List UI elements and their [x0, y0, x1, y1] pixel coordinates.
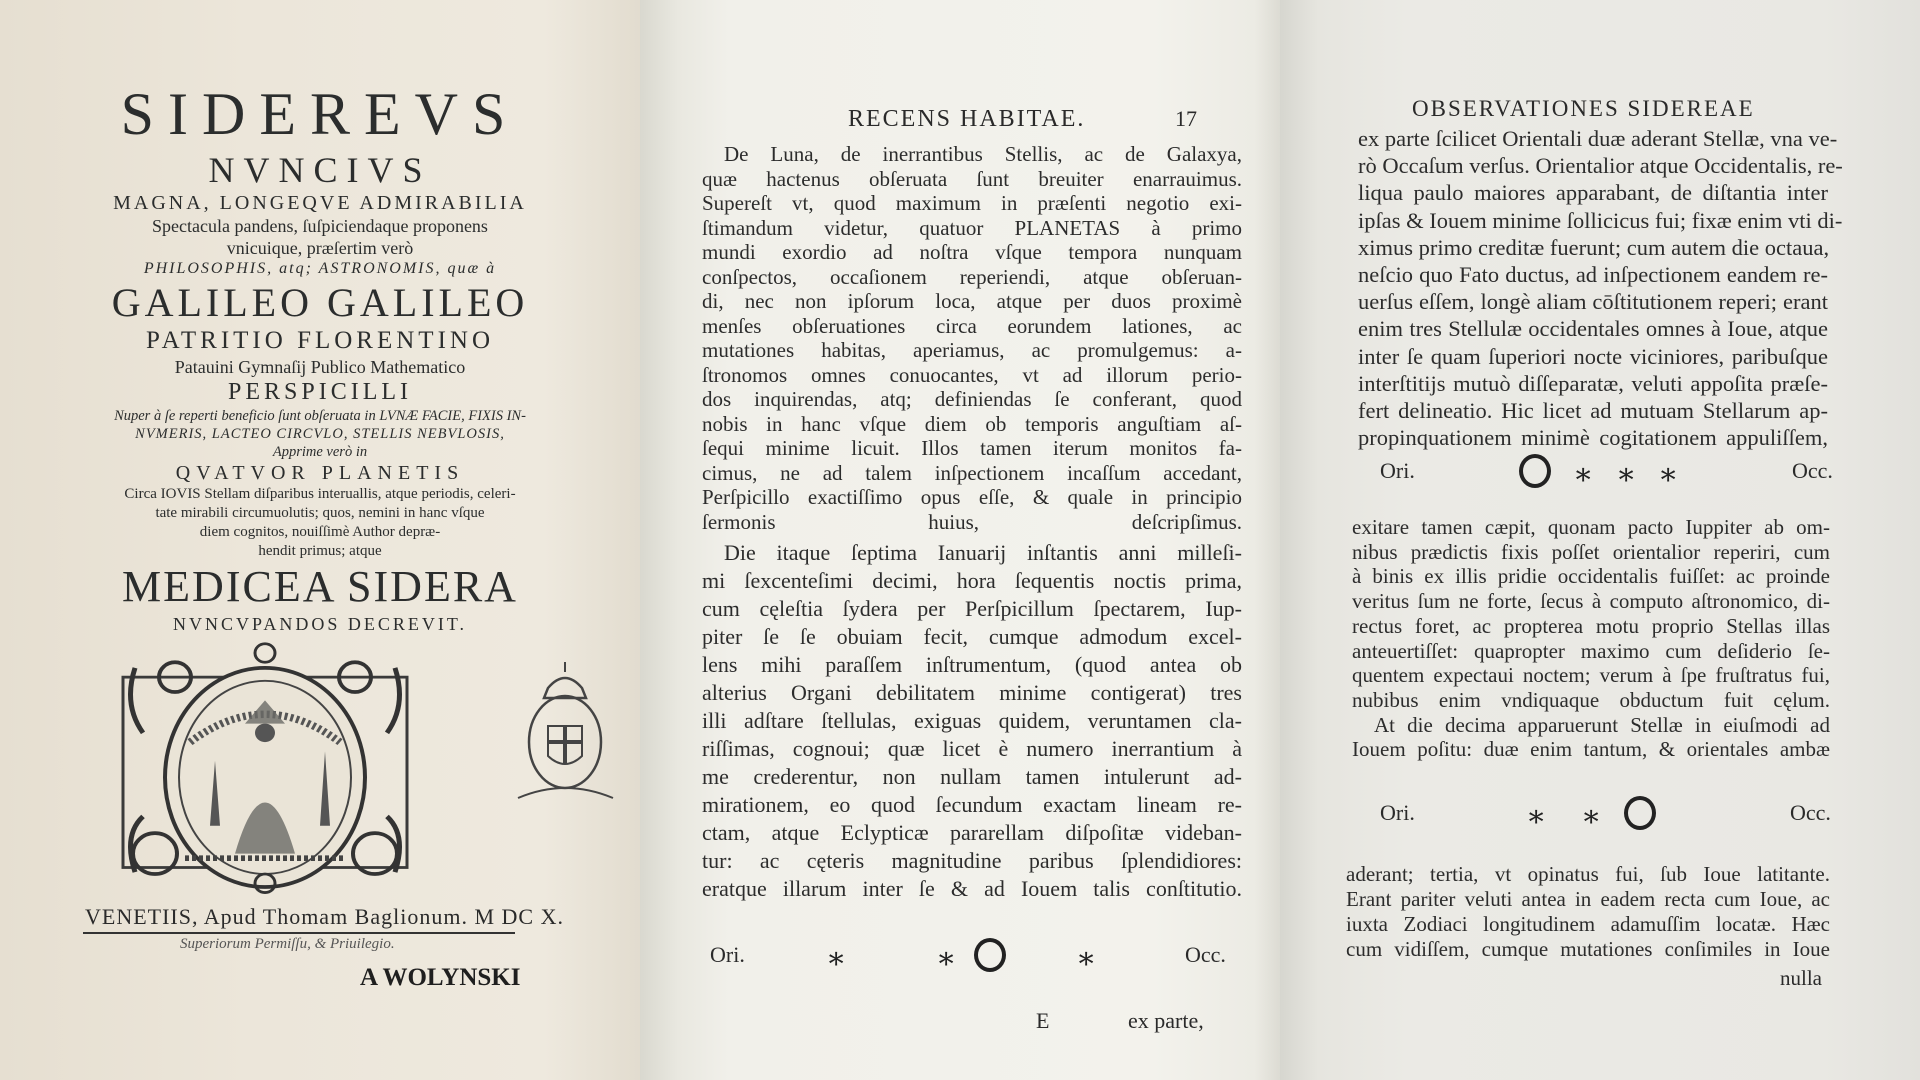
text-line: At die decima apparuerunt Stellæ in eiuſmodi ad: [1374, 712, 1830, 737]
text-line: ctam, atque Eclypticæ pararellam diſpoſitæ videban-: [702, 820, 1242, 845]
text-line: conſpectos, occaſionem reperiendi, atque obſeruan-: [702, 264, 1242, 289]
east-label: Ori.: [1380, 458, 1415, 483]
text-line: propinquationem minimè cogitationem appuliſſem,: [1358, 425, 1828, 451]
perspicilli: PERSPICILLI: [227, 379, 412, 405]
subtitle-line: vnicuique, præſertim verò: [226, 238, 414, 258]
text-line: Iouem poſitu: duæ enim tantum, & orientales ambæ: [1352, 737, 1830, 762]
text-line: quæ hactenus obſeruata ſunt breuiter enarrauimus.: [702, 166, 1242, 191]
circa-line: hendit primus; atque: [258, 543, 382, 559]
text-line: liqua paulo maiores apparabant, de diſtantia inter: [1358, 180, 1828, 206]
owner-stamp: A WOLYNSKI: [360, 964, 521, 991]
circa-line: Circa IOVIS Stellam diſparibus interuallis, atque periodis, celeri-: [124, 486, 516, 502]
text-line: mutationes habitas, aperiamus, ac promulgemus: a-: [702, 338, 1242, 362]
title-nvncivs: NVNCIVS: [208, 150, 432, 190]
moon-star-icon: ∗: [1581, 800, 1602, 833]
text-line: nubibus enim vndiquaque obductum fuit cęlum.: [1352, 687, 1830, 712]
text-line: ſermonis huius, deſcripſimus.: [702, 509, 1242, 534]
imprint: VENETIIS, Apud Thomam Baglionum. M DC X.: [85, 904, 564, 929]
text-line: ſtronomos omnes conuocantes, vt ad illorum perio-: [702, 362, 1242, 387]
text-line: anteuertiſſet: quapropter maximo cum deſiderio ſe-: [1352, 638, 1830, 663]
title-siderevs: SIDEREVS: [120, 81, 520, 147]
circa-line: tate mirabili circumuolutis; quos, nemini in hanc vſque: [155, 505, 485, 521]
title-page: [0, 0, 640, 1080]
text-line: Perſpicillo exactiſſimo opus eſſe, & quale in principio: [702, 485, 1242, 509]
text-line: quentem expectaui noctem; verum à ſpe fruſtratus fui,: [1352, 663, 1830, 688]
moon-star-icon: ∗: [1616, 458, 1637, 491]
catchword: nulla: [1780, 966, 1822, 990]
nuper-line: Apprime verò in: [272, 444, 368, 460]
text-line: cimus, ne ad talem inſpectionem incaſſum accedant,: [702, 460, 1242, 485]
text-line: mirationem, eo quod ſecundum exactam lineam re-: [702, 792, 1242, 817]
moon-star-icon: ∗: [826, 942, 847, 975]
page-17: [640, 0, 1280, 1080]
text-line: Supereſt vt, quod maximum in præſenti negotio exi-: [702, 191, 1242, 215]
text-line: uerſus eſſem, longè aliam cōſtitutionem reperi; erant: [1358, 289, 1828, 315]
page-18: [1280, 0, 1920, 1080]
text-line: interſtitijs mutuò diſſeparatæ, veluti appoſita præſe-: [1358, 370, 1828, 396]
text-line: fert delineatio. Hic licet ad mutuam Stellarum ap-: [1358, 398, 1828, 423]
text-line: inter ſe quam ſuperiori nocte viciniores, paribuſque: [1358, 343, 1828, 369]
catchword: ex parte,: [1128, 1008, 1204, 1033]
text-line: eratque illarum inter ſe & ad Iouem talis conſtitutio.: [702, 876, 1242, 901]
running-head: OBSERVATIONES SIDEREAE: [1412, 96, 1755, 121]
jupiter-circle-icon: [1519, 454, 1551, 488]
text-line: nibus prædictis fixis poſſet orientalior reperiri, cum: [1352, 539, 1830, 564]
text-line: De Luna, de inerrantibus Stellis, ac de Galaxya,: [724, 142, 1242, 166]
text-line: Erant pariter veluti antea in eadem recta cum Ioue, ac: [1346, 887, 1830, 911]
author-patritio: PATRITIO FLORENTINO: [146, 327, 494, 354]
text-line: lens mihi paraſſem inſtrumentum, (quod antea ob: [702, 652, 1242, 677]
west-label: Occ.: [1185, 942, 1226, 967]
running-head: RECENS HABITAE.: [848, 106, 1086, 132]
text-line: exitare tamen cæpit, quonam pacto Iuppiter ab om-: [1352, 515, 1830, 539]
moon-star-icon: ∗: [1526, 800, 1547, 833]
east-label: Ori.: [1380, 800, 1415, 825]
text-line: cum vidiſſem, cumque mutationes conſimiles in Ioue: [1346, 937, 1830, 961]
east-label: Ori.: [710, 942, 745, 967]
text-line: menſes obſeruationes circa eorundem lationes, ac: [702, 313, 1242, 338]
text-line: piter ſe ſe obuiam fecit, cumque admodum excel-: [702, 624, 1242, 649]
moon-star-icon: ∗: [1573, 458, 1594, 491]
text-line: iuxta Zodiaci longitudinem adamuſſim locatæ. Hæc: [1346, 912, 1830, 936]
text-line: di, nec non ipſorum loca, atque per duos proximè: [702, 289, 1242, 313]
museum-seal-stamp: [508, 660, 623, 810]
text-line: ex parte ſcilicet Orientali duæ aderant Stellæ, vna ve-: [1358, 126, 1838, 151]
west-label: Occ.: [1792, 458, 1833, 483]
text-line: riſſimas, cognoui; quæ licet è numero inerrantium à: [702, 736, 1242, 761]
text-line: ipſas & Iouem minime ſollicicus fui; fixæ enim vti di-: [1358, 207, 1843, 233]
text-line: ximus primo creditæ fuerunt; cum autem die octaua,: [1358, 234, 1830, 260]
imprint-rule: [83, 932, 515, 934]
woodcut-printer-device: [115, 640, 415, 900]
moon-star-icon: ∗: [1658, 458, 1679, 491]
subtitle-line: MAGNA, LONGEQVE ADMIRABILIA: [113, 192, 527, 214]
text-line: nobis in hanc vſque diem ob temporis anguſtiam aſ-: [702, 411, 1242, 436]
moon-star-icon: ∗: [1076, 942, 1097, 975]
text-line: dos inquirendas, atq; definiendas ſe conferant, quod: [702, 387, 1242, 411]
moon-star-icon: ∗: [936, 942, 957, 975]
privilege-line: Superiorum Permiſſu, & Priuilegio.: [180, 936, 395, 952]
text-line: enim tres Stellulæ occidentales omnes à Ioue, atque: [1358, 316, 1828, 342]
nuper-line: NVMERIS, LACTEO CIRCVLO, STELLIS NEBVLOSIS,: [135, 426, 505, 442]
subtitle-line: PHILOSOPHIS, atq; ASTRONOMIS, quæ à: [143, 260, 497, 277]
author-name: GALILEO GALILEO: [111, 280, 529, 325]
text-line: mundi exordio ad noſtra vſque tempora nunquam: [702, 240, 1242, 264]
jupiter-circle-icon: [974, 938, 1006, 972]
nuncupandos: NVNCVPANDOS DECREVIT.: [172, 614, 468, 634]
text-line: mi ſexcenteſimi decimi, hora ſequentis noctis prima,: [702, 568, 1242, 593]
author-position: Patauini Gymnaſij Publico Mathematico: [174, 357, 466, 377]
text-line: à binis ex illis pridie occidentalis fuiſſet: ac proinde: [1352, 564, 1830, 589]
text-line: veritus ſum ne forte, ſecus à computo aſtronomico, di-: [1352, 589, 1830, 614]
west-label: Occ.: [1790, 800, 1831, 825]
text-line: alterius Organi debilitatem minime contigerat) tres: [702, 680, 1242, 705]
subtitle-line: Spectacula pandens, ſuſpiciendaque proponens: [152, 216, 488, 236]
text-line: cum cęleſtia ſydera per Perſpicillum ſpectarem, Iup-: [702, 596, 1242, 621]
circa-line: diem cognitos, nouiſſimè Author depræ-: [199, 524, 441, 540]
text-line: rectus foret, ac propterea motu proprio Stellas illas: [1352, 613, 1830, 638]
medicea-sidera: MEDICEA SIDERA: [122, 562, 518, 611]
quatuor-planetis: QVATVOR PLANETIS: [175, 462, 465, 484]
text-line: illi adſtare ſtellulas, exiguas quidem, veruntamen cla-: [702, 708, 1242, 733]
jupiter-circle-icon: [1624, 796, 1656, 830]
page-number: 17: [1175, 106, 1197, 131]
text-line: tur: ac cęteris magnitudine paribus ſplendidiores:: [702, 848, 1242, 873]
text-line: Die itaque ſeptima Ianuarij inſtantis anni milleſi-: [724, 540, 1242, 565]
text-line: neſcio quo Fato ductus, ad inſpectionem eandem re-: [1358, 262, 1828, 287]
signature-mark: E: [1036, 1008, 1050, 1033]
text-line: ſequi minime licuit. Illos tamen iterum monitos fa-: [702, 436, 1242, 460]
text-line: rò Occaſum verſus. Orientalior atque Occidentalis, re-: [1358, 153, 1843, 179]
nuper-line: Nuper à ſe reperti beneficio ſunt obſeruata in LVNÆ FACIE, FIXIS IN-: [114, 408, 526, 424]
text-line: me crederentur, non nullam tamen intulerunt ad-: [702, 764, 1242, 789]
text-line: aderant; tertia, vt opinatus fui, ſub Ioue latitante.: [1346, 862, 1830, 886]
text-line: ſtimandum videtur, quatuor PLANETAS à primo: [702, 215, 1242, 240]
